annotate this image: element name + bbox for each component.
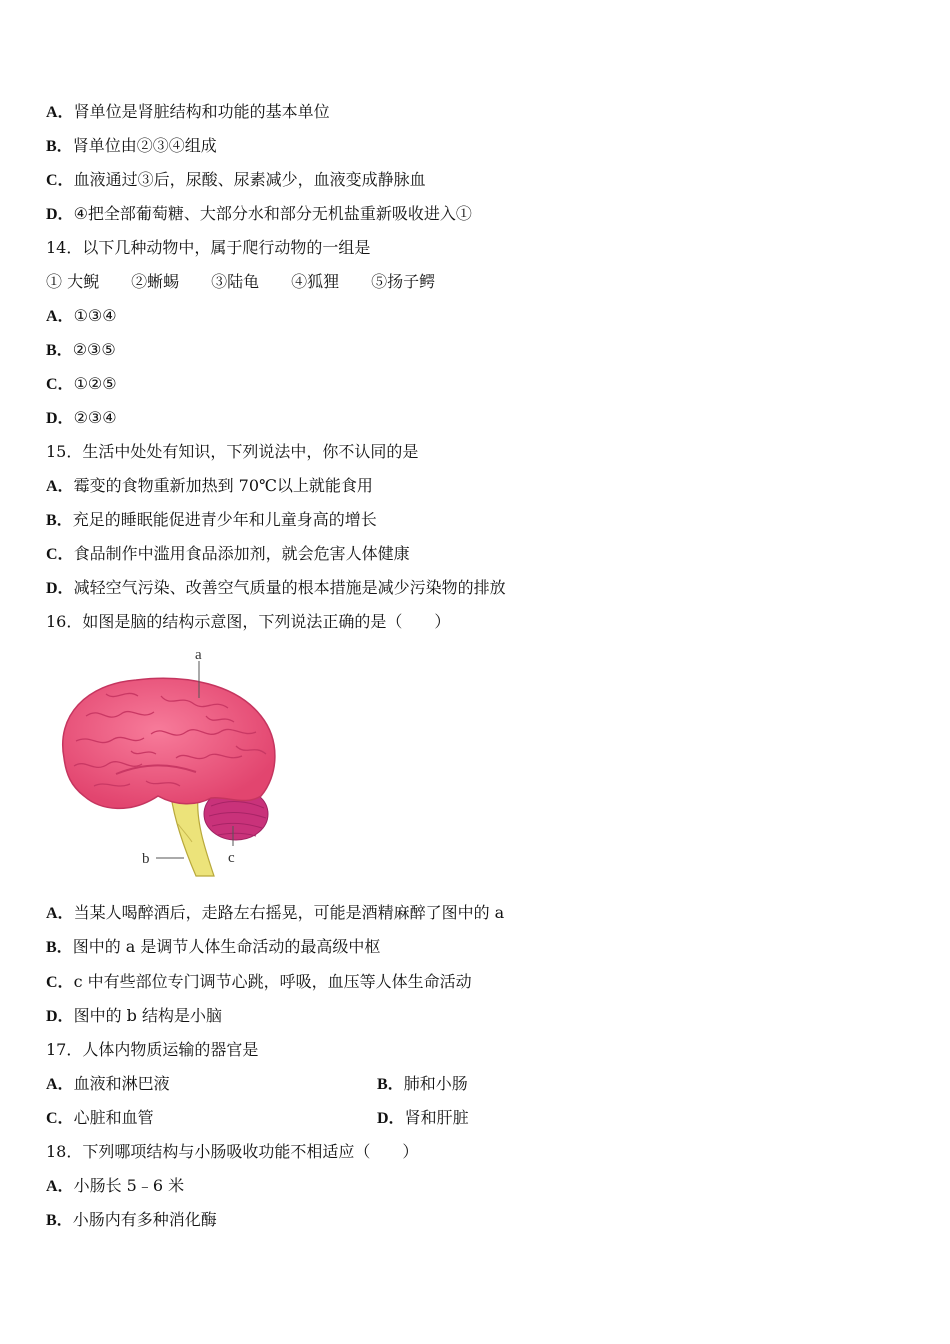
q14-items: ① 大鲵 ②蜥蜴 ③陆龟 ④狐狸 ⑤扬子鳄: [46, 272, 436, 291]
q13-option-d: D．④把全部葡萄糖、大部分水和部分无机盐重新吸收进入①: [46, 204, 472, 223]
q16-option-a: A．当某人喝醉酒后，走路左右摇晃，可能是酒精麻醉了图中的 a: [46, 903, 505, 922]
q17-option-a: A．血液和淋巴液: [46, 1074, 170, 1093]
label-a: a: [195, 647, 202, 663]
q15-option-b: B．充足的睡眠能促进青少年和儿童身高的增长: [46, 510, 377, 529]
label-c: c: [228, 850, 235, 866]
q13-option-a: A．肾单位是肾脏结构和功能的基本单位: [46, 102, 330, 121]
q18-option-b: B．小肠内有多种消化酶: [46, 1210, 217, 1229]
q14-option-c: C．①②⑤: [46, 374, 117, 393]
q18-option-a: A．小肠长 5﹣6 米: [46, 1176, 185, 1195]
q16-stem: 16．如图是脑的结构示意图，下列说法正确的是（ ）: [46, 612, 451, 631]
q15-option-a: A．霉变的食物重新加热到 70℃以上就能食用: [46, 476, 373, 495]
q13-option-c: C．血液通过③后，尿酸、尿素减少，血液变成静脉血: [46, 170, 426, 189]
q13-option-b: B．肾单位由②③④组成: [46, 136, 217, 155]
q16-option-d: D．图中的 b 结构是小脑: [46, 1006, 222, 1025]
q17-option-d: D．肾和肝脏: [377, 1108, 469, 1127]
q17-option-c: C．心脏和血管: [46, 1108, 154, 1127]
brain-diagram: [46, 646, 286, 886]
q15-stem: 15．生活中处处有知识，下列说法中，你不认同的是: [46, 442, 419, 461]
q17-option-b: B．肺和小肠: [377, 1074, 468, 1093]
q14-option-b: B．②③⑤: [46, 340, 116, 359]
q18-stem: 18．下列哪项结构与小肠吸收功能不相适应（ ）: [46, 1142, 419, 1161]
q14-option-a: A．①③④: [46, 306, 117, 325]
q17-stem: 17．人体内物质运输的器官是: [46, 1040, 259, 1059]
q15-option-c: C．食品制作中滥用食品添加剂，就会危害人体健康: [46, 544, 410, 563]
cerebrum: [63, 678, 275, 808]
q14-stem: 14．以下几种动物中，属于爬行动物的一组是: [46, 238, 371, 257]
q15-option-d: D．减轻空气污染、改善空气质量的根本措施是减少污染物的排放: [46, 578, 506, 597]
q16-option-c: C．c 中有些部位专门调节心跳，呼吸，血压等人体生命活动: [46, 972, 472, 991]
q16-option-b: B．图中的 a 是调节人体生命活动的最高级中枢: [46, 937, 381, 956]
q14-option-d: D．②③④: [46, 408, 117, 427]
label-b: b: [142, 851, 150, 867]
